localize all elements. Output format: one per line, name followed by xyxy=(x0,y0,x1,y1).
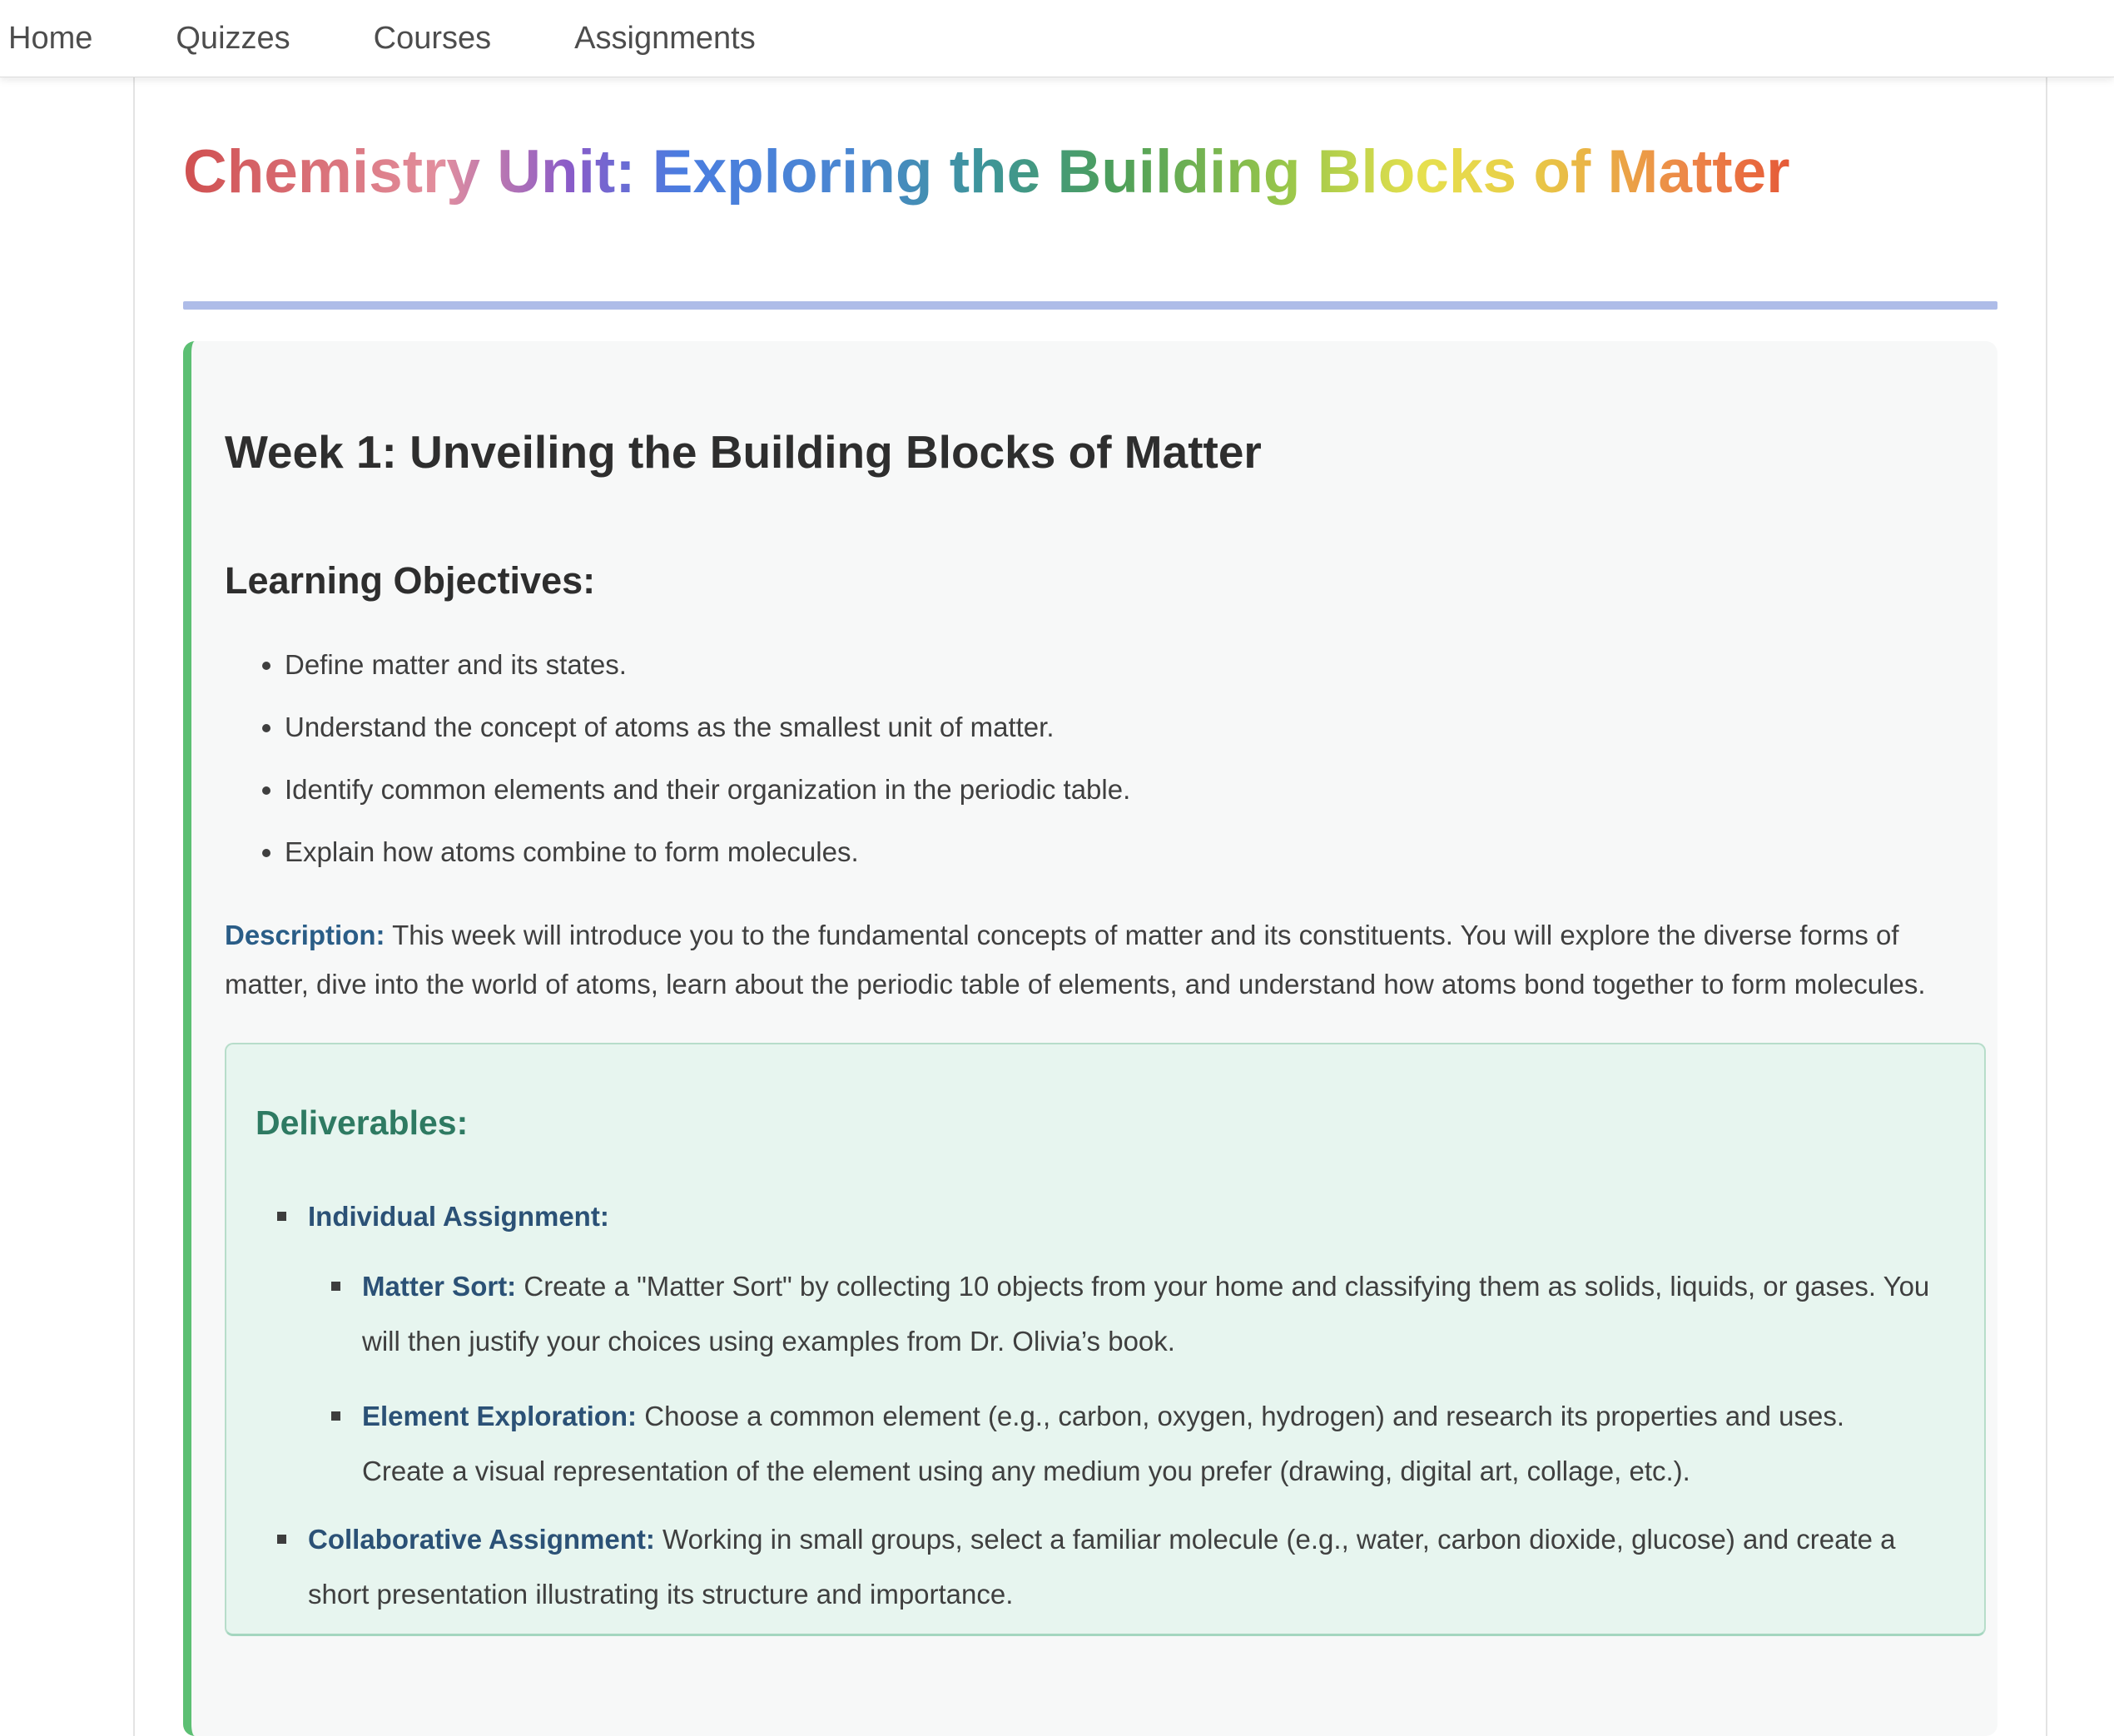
description-text: This week will introduce you to the fundamental concepts of matter and its constituents. You will explore the diverse forms of matter, dive into the world of atoms, learn about the periodic table of elements, and understand how atoms bond together to form molecules. xyxy=(225,920,1926,999)
nav-link-quizzes[interactable]: Quizzes xyxy=(176,20,290,56)
square-bullet-icon xyxy=(331,1411,340,1421)
week-description xyxy=(225,911,1986,1009)
objective-item: • Explain how atoms combine to form molecules. xyxy=(285,828,1986,876)
collaborative-assignment-text: Working in small groups, select a familiar molecule (e.g., water, carbon dioxide, glucose) and create a short presentation illustrating its structure and importance. xyxy=(308,1523,1896,1610)
nav-link-home[interactable]: Home xyxy=(8,20,93,56)
matter-sort-text: Create a "Matter Sort" by collecting 10 objects from your home and classifying them as solids, liquids, or gases. You will then justify your choices using examples from Dr. Olivia’s book. xyxy=(362,1270,1930,1357)
matter-sort-label: Matter Sort: xyxy=(362,1270,517,1302)
objective-item: • Identify common elements and their organization in the periodic table. xyxy=(285,766,1986,814)
deliverables-heading: Deliverables: xyxy=(256,1103,469,1142)
individual-assignment-sublist xyxy=(308,1259,1934,1499)
objective-item: • Define matter and its states. xyxy=(285,641,1986,689)
square-bullet-icon xyxy=(277,1535,286,1544)
nav-link-courses[interactable]: Courses xyxy=(373,20,492,56)
description-label: Description: xyxy=(225,920,385,951)
collaborative-assignment-label: Collaborative Assignment: xyxy=(308,1523,655,1555)
deliverables-panel xyxy=(225,1043,1986,1636)
objective-item: • Understand the concept of atoms as the smallest unit of matter. xyxy=(285,703,1986,751)
square-bullet-icon xyxy=(331,1282,340,1291)
learning-objectives-heading: Learning Objectives: xyxy=(225,558,596,602)
title-underline xyxy=(183,301,1997,310)
element-exploration-label: Element Exploration: xyxy=(362,1400,638,1431)
week-1-card xyxy=(183,341,1997,1736)
week-heading: Week 1: Unveiling the Building Blocks of Matter xyxy=(225,425,1262,478)
element-exploration-text: Choose a common element (e.g., carbon, oxygen, hydrogen) and research its properties and uses. Create a visual representation of the element using any medium you prefer (drawing, digital art, collage, etc.). xyxy=(362,1400,1845,1486)
matter-sort-item xyxy=(331,1259,1934,1369)
square-bullet-icon xyxy=(277,1212,286,1221)
page-container xyxy=(133,77,2047,1736)
nav-link-assignments[interactable]: Assignments xyxy=(574,20,756,56)
individual-assignment-item xyxy=(277,1189,1934,1499)
top-navbar xyxy=(0,0,2114,77)
collaborative-assignment-item xyxy=(277,1512,1934,1622)
element-exploration-item xyxy=(331,1389,1934,1499)
deliverables-list xyxy=(256,1189,1934,1622)
individual-assignment-label: Individual Assignment: xyxy=(308,1200,609,1232)
objectives-list xyxy=(225,641,1986,876)
page-title: Chemistry Unit: Exploring the Building Blocks of Matter xyxy=(183,138,1790,206)
